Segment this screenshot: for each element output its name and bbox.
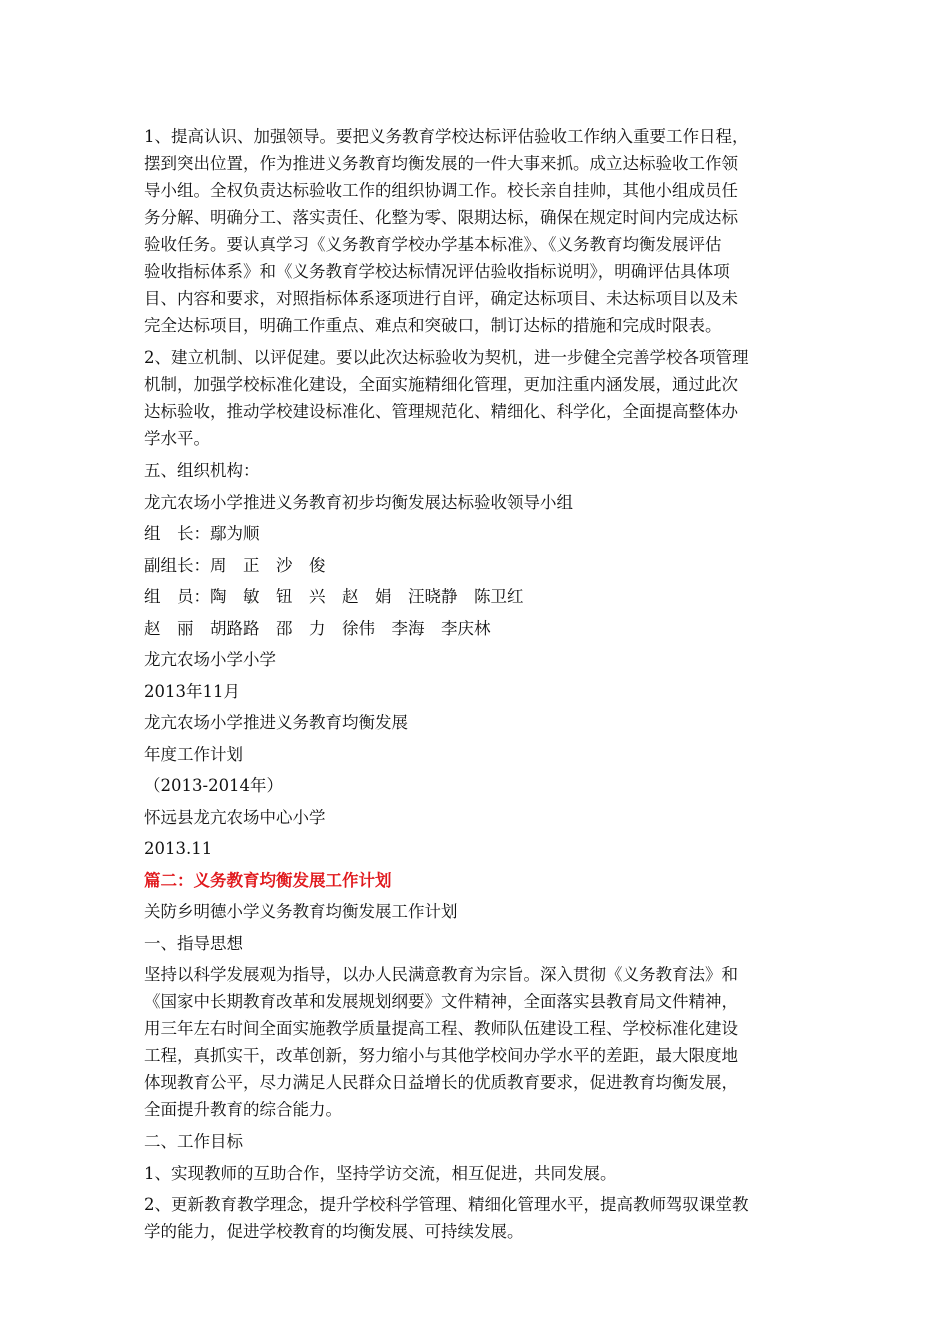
text-line: 体现教育公平，尽力满足人民群众日益增长的优质教育要求，促进教育均衡发展，	[144, 1073, 738, 1092]
group-leader-line: 组 长：鄢为顺	[144, 524, 260, 543]
paragraph-build-mechanism	[144, 344, 804, 452]
text-line: 完全达标项目，明确工作重点、难点和突破口，制订达标的措施和完成时限表。	[144, 316, 722, 335]
members-line-continued: 赵 丽 胡路路 邵 力 徐伟 李海 李庆林	[144, 618, 491, 638]
plan-name-line: 关防乡明德小学义务教育均衡发展工作计划	[144, 902, 458, 921]
text-line: 工程，真抓实干，改革创新，努力缩小与其他学校间办学水平的差距，最大限度地	[144, 1046, 738, 1065]
text-line: 全面提升教育的综合能力。	[144, 1100, 342, 1119]
school-full-name-line: 怀远县龙亢农场中心小学	[144, 807, 326, 827]
text-line: 目、内容和要求，对照指标体系逐项进行自评，确定达标项目、未达标项目以及未	[144, 289, 738, 308]
date-line: 2013年11月	[144, 681, 240, 701]
leading-group-title: 龙亢农场小学推进义务教育初步均衡发展达标验收领导小组	[144, 492, 573, 512]
text-line: 《国家中长期教育改革和发展规划纲要》文件精神，全面落实县教育局文件精神，	[144, 992, 738, 1011]
text-line: 学的能力，促进学校教育的均衡发展、可持续发展。	[144, 1222, 524, 1241]
members-line: 组 员：陶 敏 钮 兴 赵 娟 汪晓静 陈卫红	[144, 587, 524, 606]
date-short-line: 2013.11	[144, 839, 213, 858]
text-line: 务分解、明确分工、落实责任、化整为零、限期达标，确保在规定时间内完成达标	[144, 208, 738, 227]
text-line: 坚持以科学发展观为指导，以办人民满意教育为宗旨。深入贯彻《义务教育法》和	[144, 965, 738, 984]
text-line: 1、提高认识、加强领导。要把义务教育学校达标评估验收工作纳入重要工作日程，	[144, 127, 749, 146]
plan-subtitle-line: 年度工作计划	[144, 744, 243, 764]
text-line: 验收指标体系》和《义务教育学校达标情况评估验收指标说明》，明确评估具体项	[144, 262, 730, 281]
text-line: 导小组。全权负责达标验收工作的组织协调工作。校长亲自挂帅，其他小组成员任	[144, 181, 738, 200]
goal-one-line: 1、实现教师的互助合作，坚持学访交流，相互促进，共同发展。	[144, 1163, 617, 1183]
article-two-heading: 篇二：义务教育均衡发展工作计划	[144, 870, 392, 890]
paragraph-guiding-thought	[144, 961, 804, 1123]
text-line: 验收任务。要认真学习《义务教育学校办学基本标准》、《义务教育均衡发展评估	[144, 235, 722, 254]
paragraph-goal-two	[144, 1191, 804, 1245]
school-name-line: 龙亢农场小学小学	[144, 650, 276, 669]
text-line: 摆到突出位置，作为推进义务教育均衡发展的一件大事来抓。成立达标验收工作领	[144, 154, 738, 173]
text-line: 用三年左右时间全面实施教学质量提高工程、教师队伍建设工程、学校标准化建设	[144, 1019, 738, 1038]
paragraph-strengthen-leadership	[144, 123, 804, 339]
text-line: 机制，加强学校标准化建设，全面实施精细化管理，更加注重内涵发展，通过此次	[144, 375, 738, 394]
plan-title-line: 龙亢农场小学推进义务教育均衡发展	[144, 713, 408, 732]
deputy-leader-line: 副组长：周 正 沙 俊	[144, 555, 326, 575]
text-line: 2、更新教育教学理念，提升学校科学管理、精细化管理水平，提高教师驾驭课堂教	[144, 1195, 749, 1214]
section-heading-guiding-thought: 一、指导思想	[144, 933, 243, 953]
text-line: 2、建立机制、以评促建。要以此次达标验收为契机，进一步健全完善学校各项管理	[144, 348, 749, 367]
section-heading-organization: 五、组织机构：	[144, 461, 260, 480]
document-body	[144, 123, 804, 1250]
text-line: 学水平。	[144, 429, 210, 448]
plan-years-line: （2013-2014年）	[144, 776, 284, 795]
section-heading-work-goals: 二、工作目标	[144, 1132, 243, 1151]
text-line: 达标验收，推动学校建设标准化、管理规范化、精细化、科学化，全面提高整体办	[144, 402, 738, 421]
